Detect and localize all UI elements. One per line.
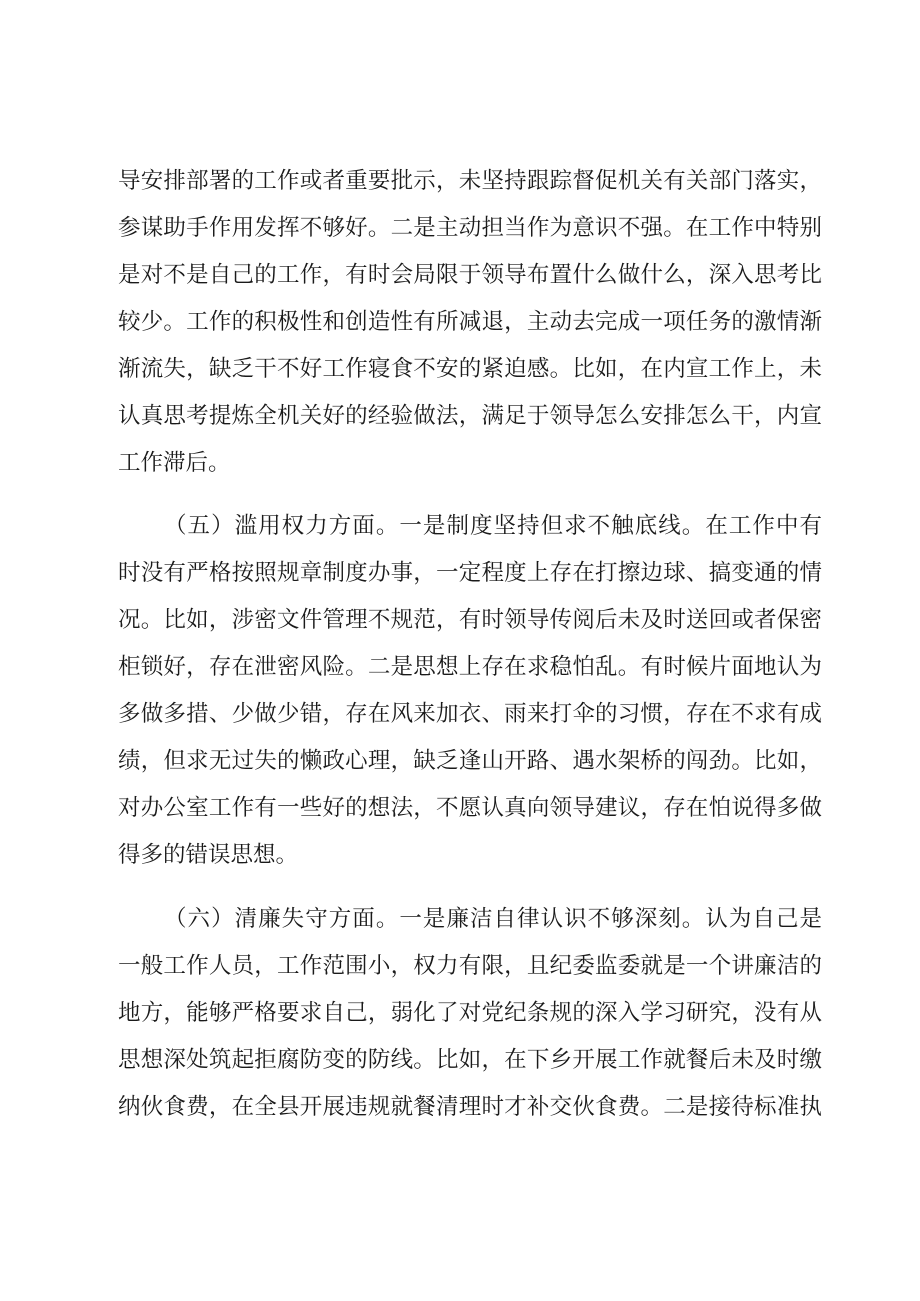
text-line: 多做多措、少做少错，存在风来加衣、雨来打伞的习惯，存在不求有成 [118,701,822,727]
text-line: 况。比如，涉密文件管理不规范，有时领导传阅后未及时送回或者保密 [118,607,822,633]
text-line: 对办公室工作有一些好的想法，不愿认真向领导建议，存在怕说得多做 [118,795,822,821]
text-line: 得多的错误思想。 [118,842,299,868]
text-line: 较少。工作的积极性和创造性有所减退，主动去完成一项任务的激情渐 [118,309,822,335]
section-heading-line: （六）清廉失守方面。一是廉洁自律认识不够深刻。认为自己是 [164,906,822,932]
text-line: 认真思考提炼全机关好的经验做法，满足于领导怎么安排怎么干，内宣 [118,403,822,429]
text-line: 绩，但求无过失的懒政心理，缺乏逢山开路、遇水架桥的闯劲。比如， [118,748,822,774]
text-line: 一般工作人员，工作范围小，权力有限，且纪委监委就是一个讲廉洁的 [118,953,822,979]
section-heading-line: （五）滥用权力方面。一是制度坚持但求不触底线。在工作中有 [164,513,822,539]
text-line: 工作滞后。 [118,450,231,476]
text-line: 思想深处筑起拒腐防变的防线。比如，在下乡开展工作就餐后未及时缴 [118,1047,822,1073]
text-line: 渐流失，缺乏干不好工作寝食不安的紧迫感。比如，在内宣工作上，未 [118,356,822,382]
text-line: 时没有严格按照规章制度办事，一定程度上存在打擦边球、搞变通的情 [118,560,822,586]
text-line: 是对不是自己的工作，有时会局限于领导布置什么做什么，深入思考比 [118,262,822,288]
text-line: 柜锁好，存在泄密风险。二是思想上存在求稳怕乱。有时候片面地认为 [118,654,822,680]
text-line: 参谋助手作用发挥不够好。二是主动担当作为意识不强。在工作中特别 [118,215,822,241]
text-line: 导安排部署的工作或者重要批示，未坚持跟踪督促机关有关部门落实， [118,168,822,194]
text-line: 纳伙食费，在全县开展违规就餐清理时才补交伙食费。二是接待标准执 [118,1094,822,1120]
text-line: 地方，能够严格要求自己，弱化了对党纪条规的深入学习研究，没有从 [118,1000,822,1026]
